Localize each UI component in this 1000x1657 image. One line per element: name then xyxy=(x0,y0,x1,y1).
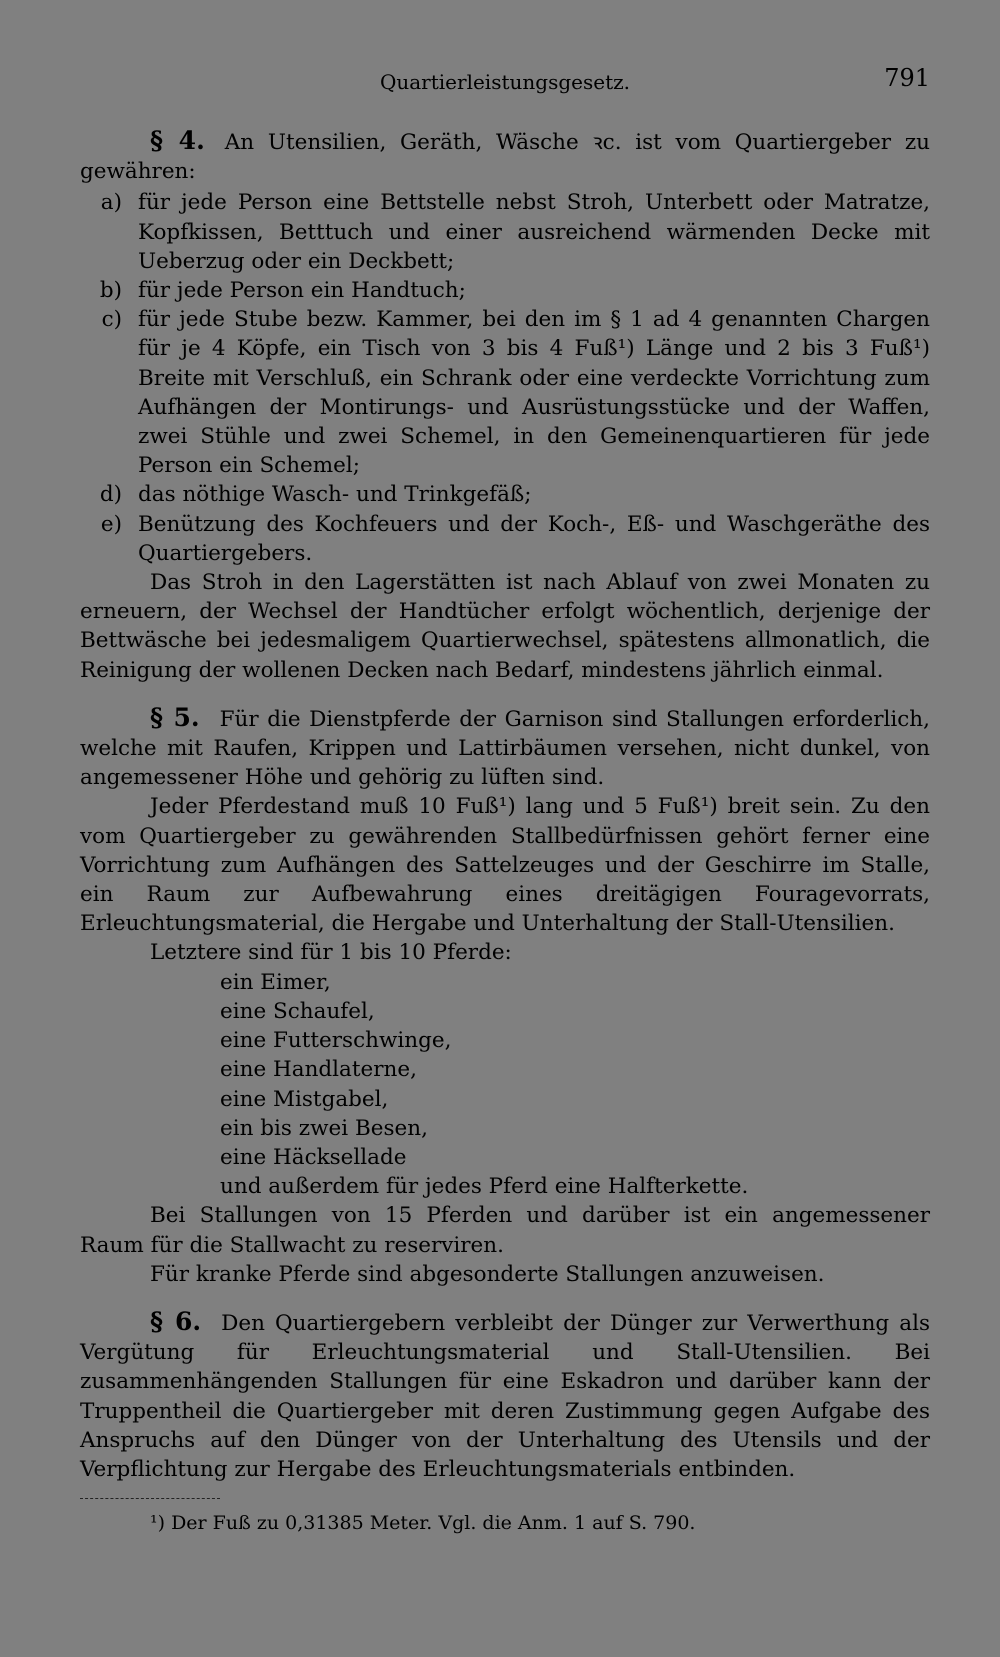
section-number: § 5. xyxy=(150,702,200,732)
paragraph: Das Stroh in den Lagerstätten ist nach Ablauf von zwei Monaten zu erneuern, der Wechsel der Handtücher erfolgt wöchentlich, derjenige der Bettwäsche bei jedesmaligem Quartierwechsel, spätestens allmonatlich, die Reinigung der wollenen Decken nach Bedarf, mindestens jährlich einmal. xyxy=(80,570,930,683)
list-item: ein Eimer, xyxy=(220,969,331,995)
paragraph: Bei Stallungen von 15 Pferden und darüber ist ein angemessener Raum für die Stallwacht zu reserviren. xyxy=(80,1203,930,1258)
list-item: eine Futterschwinge, xyxy=(220,1028,452,1054)
page-number: 791 xyxy=(884,64,930,92)
paragraph: Für kranke Pferde sind abgesonderte Stallungen anzuweisen. xyxy=(150,1261,825,1287)
section-number: § 4. xyxy=(150,126,205,155)
list-item xyxy=(80,276,930,305)
item-label: c) xyxy=(101,307,122,333)
page-header xyxy=(80,64,930,100)
item-label: d) xyxy=(99,482,122,508)
section-number: § 6. xyxy=(150,1306,202,1336)
list-item xyxy=(80,305,930,480)
item-label: e) xyxy=(100,511,122,537)
section-5-intro: § 5. Für die Dienstpferde der Garnison sind Stallungen erforderlich, welche mit Raufen, Krippen und Lattirbäumen versehen, nicht dunkel, von angemessener Höhe und gehörig zu lüften sind. xyxy=(80,702,930,791)
paragraph: Jeder Pferdestand muß 10 Fuß¹) lang und 5 Fuß¹) breit sein. Zu den vom Quartiergeber zu gewährenden Stallbedürfnissen gehört ferner eine Vorrichtung zum Aufhängen des Sattelzeuges und der Geschirre im Stalle, ein Raum zur Aufbewahrung eines dreitägigen Fouragevorrats, Erleuchtungsmaterial, die Hergabe und Unterhaltung der Stall-Utensilien. xyxy=(80,794,930,937)
running-title: Quartierleistungsgesetz. xyxy=(379,70,631,94)
paragraph: Letztere sind für 1 bis 10 Pferde: xyxy=(150,940,512,966)
list-item: eine Handlaterne, xyxy=(220,1057,417,1083)
footnote-divider xyxy=(80,1498,220,1499)
list-item: eine Mistgabel, xyxy=(220,1086,389,1112)
item-text: das nöthige Wasch- und Trinkgefäß; xyxy=(138,482,532,508)
section-4-items xyxy=(80,188,930,568)
item-text: für jede Person eine Bettstelle nebst Stroh, Unterbett oder Matratze, Kopfkissen, Betttuch und einer ausreichend wärmenden Decke mit Ueberzug oder ein Deckbett; xyxy=(138,190,930,274)
item-label: b) xyxy=(99,278,122,304)
list-item xyxy=(80,510,930,568)
list-item: ein bis zwei Besen, xyxy=(220,1115,428,1141)
list-item: eine Häcksellade xyxy=(220,1144,407,1170)
stall-utensils-list xyxy=(80,968,930,1202)
section-4-intro: § 4. An Utensilien, Geräth, Wäsche ꝛc. ist vom Quartiergeber zu gewähren: xyxy=(80,126,930,185)
list-item: eine Schaufel, xyxy=(220,998,375,1024)
list-item xyxy=(80,480,930,509)
footnote: ¹) Der Fuß zu 0,31385 Meter. Vgl. die Anm. 1 auf S. 790. xyxy=(150,1512,696,1535)
item-text: Benützung des Kochfeuers und der Koch-, Eß- und Waschgeräthe des Quartiergebers. xyxy=(138,511,930,566)
section-6 xyxy=(80,1307,930,1484)
item-text: für jede Person ein Handtuch; xyxy=(138,278,466,304)
section-4 xyxy=(80,126,930,685)
section-5 xyxy=(80,703,930,1289)
section-6-text: § 6. Den Quartiergebern verbleibt der Dünger zur Verwerthung als Vergütung für Erleuchtungsmaterial und Stall-Utensilien. Bei zusammenhängenden Stallungen für eine Eskadron und darüber kann der Truppentheil die Quartiergeber mit deren Zustimmung gegen Aufgabe des Anspruchs auf den Dünger von der Unterhaltung des Utensils und der Verpflichtung zur Hergabe des Erleuchtungsmaterials entbinden. xyxy=(80,1306,930,1482)
list-item xyxy=(80,188,930,276)
item-text: für jede Stube bezw. Kammer, bei den im § 1 ad 4 genannten Chargen für je 4 Köpfe, ein Tisch von 3 bis 4 Fuß¹) Länge und 2 bis 3 Fuß¹) Breite mit Verschluß, ein Schrank oder eine verdeckte Vorrichtung zum Aufhängen der Montirungs- und Ausrüstungsstücke und der Waffen, zwei Stühle und zwei Schemel, in den Gemeinenquartieren für jede Person ein Schemel; xyxy=(138,307,930,479)
item-label: a) xyxy=(100,190,122,216)
list-item: und außerdem für jedes Pferd eine Halfterkette. xyxy=(220,1174,749,1200)
